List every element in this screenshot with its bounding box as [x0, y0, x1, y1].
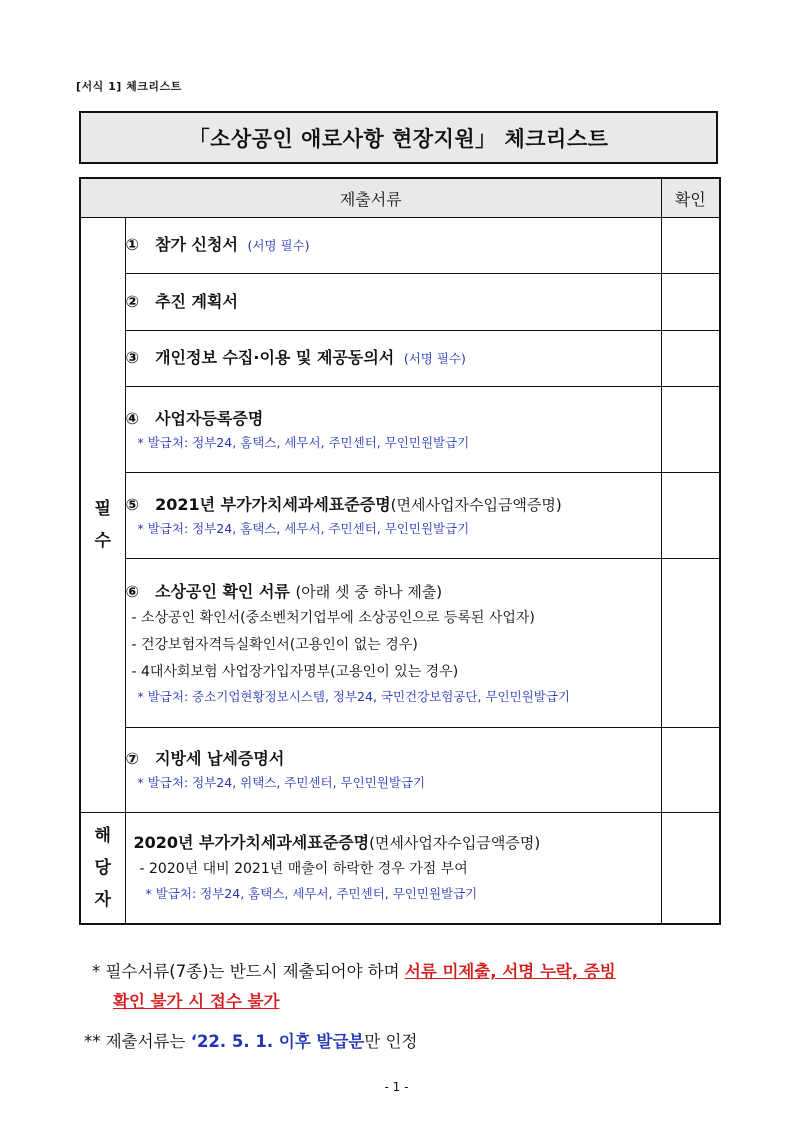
- form-label: [서식 1] 체크리스트: [76, 80, 182, 93]
- item-title: 추진 계획서: [155, 292, 238, 311]
- column-header-check: 확인: [661, 178, 720, 218]
- table-row: [80, 218, 720, 274]
- required-char-1: 필: [94, 499, 111, 519]
- check-cell-4[interactable]: [661, 387, 720, 473]
- sub-item: - 2020년 대비 2021년 매출이 하락한 경우 가점 부여: [139, 861, 468, 878]
- doc-item-6: [125, 559, 661, 728]
- item-title: 참가 신청서: [155, 235, 238, 254]
- required-char-2: 수: [94, 531, 111, 551]
- warning-text: 확인 불가 시 접수 불가: [113, 992, 280, 1011]
- item-number: ⑦: [125, 749, 140, 768]
- warning-text: 서류 미제출, 서명 누락, 증빙: [404, 962, 616, 981]
- table-row: [80, 473, 720, 559]
- item-number: ⑥: [125, 581, 140, 601]
- item-number: ②: [125, 292, 140, 311]
- doc-item-5: [125, 473, 661, 559]
- column-header-documents: 제출서류: [80, 178, 661, 218]
- item-title: 2021년 부가가치세과세표준증명: [155, 494, 391, 514]
- footnote-date: [84, 1028, 417, 1052]
- issuer-note: * 발급처: 정부24, 홈택스, 세무서, 주민센터, 무인민원발급기: [137, 520, 470, 536]
- item-title: 개인정보 수집·이용 및 제공동의서: [155, 348, 395, 367]
- page-title: 「소상공인 애로사항 현장지원」 체크리스트: [79, 111, 718, 164]
- check-cell-7[interactable]: [661, 728, 720, 813]
- item-number: ③: [125, 348, 140, 367]
- issuer-note: * 발급처: 정부24, 위택스, 주민센터, 무인민원발급기: [137, 775, 426, 790]
- checklist-table: [79, 177, 721, 925]
- footnote-text: ** 제출서류는: [84, 1032, 191, 1051]
- doc-item-2: [125, 274, 661, 331]
- issuer-note: * 발급처: 정부24, 홈택스, 세무서, 주민센터, 무인민원발급기: [145, 886, 478, 902]
- table-row: [80, 728, 720, 813]
- check-cell-applicable[interactable]: [661, 813, 720, 924]
- item-paren: (면세사업자수입금액증명): [369, 834, 541, 853]
- doc-item-4: [125, 387, 661, 473]
- item-title: 2020년 부가가치세과세표준증명: [133, 833, 370, 853]
- item-note: (서명 필수): [247, 238, 310, 253]
- item-number: ①: [125, 235, 140, 254]
- item-paren: (면세사업자수입금액증명): [390, 495, 562, 514]
- table-header-row: [80, 178, 720, 218]
- table-row: [80, 274, 720, 331]
- sub-item: - 4대사회보험 사업장가입자명부(고용인이 있는 경우): [131, 663, 459, 680]
- sub-item: - 건강보험자격득실확인서(고용인이 없는 경우): [131, 636, 418, 653]
- item-note: (서명 필수): [403, 351, 466, 366]
- doc-item-3: [125, 331, 661, 387]
- footnote-text: 만 인정: [364, 1032, 418, 1051]
- table-row: [80, 813, 720, 924]
- doc-item-applicable: [125, 813, 661, 924]
- item-title: 소상공인 확인 서류: [155, 581, 290, 601]
- doc-item-7: [125, 728, 661, 813]
- doc-item-1: [125, 218, 661, 274]
- item-title: 사업자등록증명: [155, 408, 264, 428]
- page-number: - 1 -: [384, 1080, 409, 1094]
- applicable-char-2: 당: [94, 857, 111, 878]
- item-number: ⑤: [125, 494, 140, 514]
- item-title: 지방세 납세증명서: [155, 749, 285, 768]
- check-cell-1[interactable]: [661, 218, 720, 274]
- check-cell-3[interactable]: [661, 331, 720, 387]
- required-group-label: [80, 218, 125, 813]
- issuer-note: * 발급처: 중소기업현황정보시스템, 정부24, 국민건강보험공단, 무인민원발급기: [137, 688, 570, 704]
- issuer-note: * 발급처: 정부24, 홈택스, 세무서, 주민센터, 무인민원발급기: [137, 434, 470, 450]
- issue-date-text: ‘22. 5. 1. 이후 발급분: [190, 1032, 365, 1051]
- applicable-char-3: 자: [94, 889, 111, 910]
- applicable-group-label: [80, 813, 125, 924]
- table-row: [80, 559, 720, 728]
- item-number: ④: [125, 408, 140, 428]
- applicable-char-1: 해: [94, 825, 111, 846]
- table-row: [80, 387, 720, 473]
- check-cell-2[interactable]: [661, 274, 720, 331]
- table-row: [80, 331, 720, 387]
- item-paren: (아래 셋 중 하나 제출): [295, 582, 443, 601]
- sub-item: - 소상공인 확인서(중소벤처기업부에 소상공인으로 등록된 사업자): [131, 609, 535, 626]
- check-cell-6[interactable]: [661, 559, 720, 728]
- footnote-required-cont: [113, 988, 279, 1012]
- footnote-required: [92, 958, 616, 982]
- check-cell-5[interactable]: [661, 473, 720, 559]
- footnote-text: * 필수서류(7종)는 반드시 제출되어야 하며: [92, 962, 405, 981]
